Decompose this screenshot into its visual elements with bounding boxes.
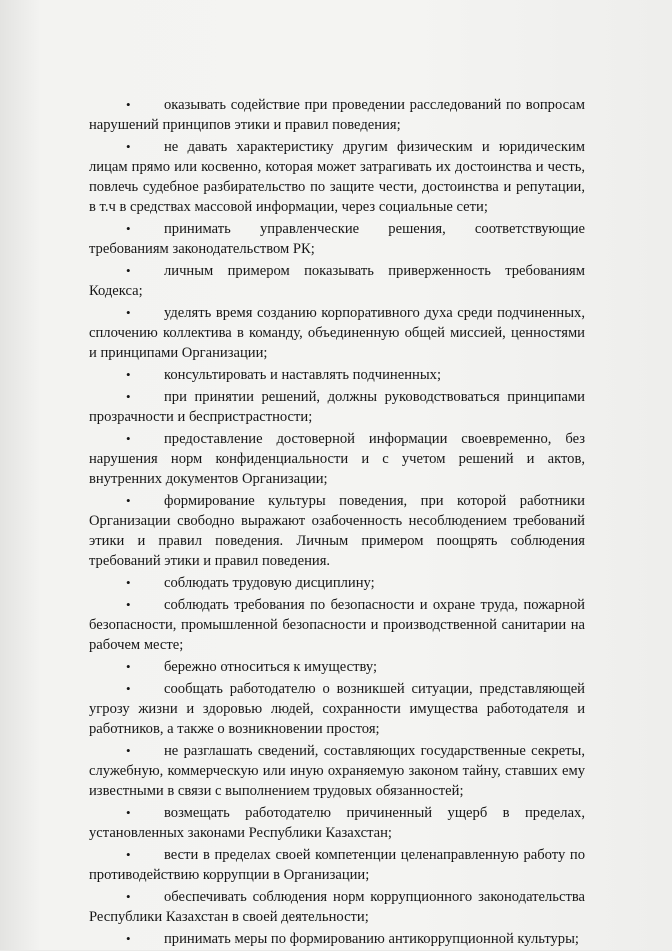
item-text: при принятии решений, должны руководствоваться принципами прозрачности и беспристрастности;	[89, 389, 585, 425]
list-item	[89, 679, 585, 739]
item-text: соблюдать требования по безопасности и охране труда, пожарной безопасности, промышленной безопасности и производственной санитарии на рабочем месте;	[89, 597, 585, 653]
bullet-icon: •	[126, 659, 131, 674]
bullet-icon: •	[126, 743, 131, 758]
bullet-list	[89, 95, 585, 951]
item-text: личным примером показывать приверженность требованиям Кодекса;	[89, 263, 585, 299]
bullet-icon: •	[126, 575, 131, 590]
bullet-icon: •	[126, 389, 131, 404]
item-text: формирование культуры поведения, при которой работники Организации свободно выражают озабоченность несоблюдением требований этики и правил поведения. Личным примером поощрять соблюдения требований этики и правил поведения.	[89, 493, 585, 569]
list-item	[89, 741, 585, 801]
item-text: уделять время созданию корпоративного духа среди подчиненных, сплочению коллектива в команду, объединенную общей миссией, ценностями и принципами Организации;	[89, 305, 585, 361]
bullet-icon: •	[126, 889, 131, 904]
list-item	[89, 365, 585, 385]
item-text: не давать характеристику другим физическим и юридическим лицам прямо или косвенно, которая может затрагивать их достоинства и честь, повлечь судебное разбирательство по защите чести, достоинства и репутации, в т.ч в средствах массовой информации, через социальные сети;	[89, 139, 585, 215]
list-item	[89, 595, 585, 655]
bullet-icon: •	[126, 931, 131, 946]
list-item	[89, 803, 585, 843]
bullet-icon: •	[126, 367, 131, 382]
list-item	[89, 657, 585, 677]
list-item	[89, 491, 585, 571]
bullet-icon: •	[126, 847, 131, 862]
item-text: оказывать содействие при проведении расследований по вопросам нарушений принципов этики и правил поведения;	[89, 97, 585, 133]
list-item	[89, 303, 585, 363]
list-item	[89, 929, 585, 949]
list-item	[89, 387, 585, 427]
bullet-icon: •	[126, 305, 131, 320]
item-text: консультировать и наставлять подчиненных;	[164, 367, 441, 383]
item-text: соблюдать трудовую дисциплину;	[164, 575, 375, 591]
item-text: бережно относиться к имуществу;	[164, 659, 377, 675]
bullet-icon: •	[126, 681, 131, 696]
bullet-icon: •	[126, 493, 131, 508]
item-text: принимать меры по формированию антикоррупционной культуры;	[164, 931, 579, 947]
item-text: принимать управленческие решения, соответствующие требованиям законодательством РК;	[89, 221, 585, 257]
bullet-icon: •	[126, 597, 131, 612]
list-item	[89, 887, 585, 927]
item-text: обеспечивать соблюдения норм коррупционного законодательства Республики Казахстан в своей деятельности;	[89, 889, 585, 925]
item-text: не разглашать сведений, составляющих государственные секреты, служебную, коммерческую или иную охраняемую законом тайну, ставших ему известными в связи с выполнением трудовых обязанностей;	[89, 743, 585, 799]
bullet-icon: •	[126, 431, 131, 446]
list-item	[89, 573, 585, 593]
bullet-icon: •	[126, 139, 131, 154]
bullet-icon: •	[126, 97, 131, 112]
list-item	[89, 95, 585, 135]
item-text: предоставление достоверной информации своевременно, без нарушения норм конфиденциальности и с учетом решений и актов, внутренних документов Организации;	[89, 431, 585, 487]
item-text: вести в пределах своей компетенции целенаправленную работу по противодействию коррупции в Организации;	[89, 847, 585, 883]
list-item	[89, 261, 585, 301]
item-text: возмещать работодателю причиненный ущерб в пределах, установленных законами Республики Казахстан;	[89, 805, 585, 841]
bullet-icon: •	[126, 805, 131, 820]
list-item	[89, 429, 585, 489]
list-item	[89, 845, 585, 885]
item-text: сообщать работодателю о возникшей ситуации, представляющей угрозу жизни и здоровью людей, сохранности имущества работодателя и работников, а также о возникновении простоя;	[89, 681, 585, 737]
bullet-icon: •	[126, 263, 131, 278]
list-item	[89, 219, 585, 259]
list-item	[89, 137, 585, 217]
bullet-icon: •	[126, 221, 131, 236]
